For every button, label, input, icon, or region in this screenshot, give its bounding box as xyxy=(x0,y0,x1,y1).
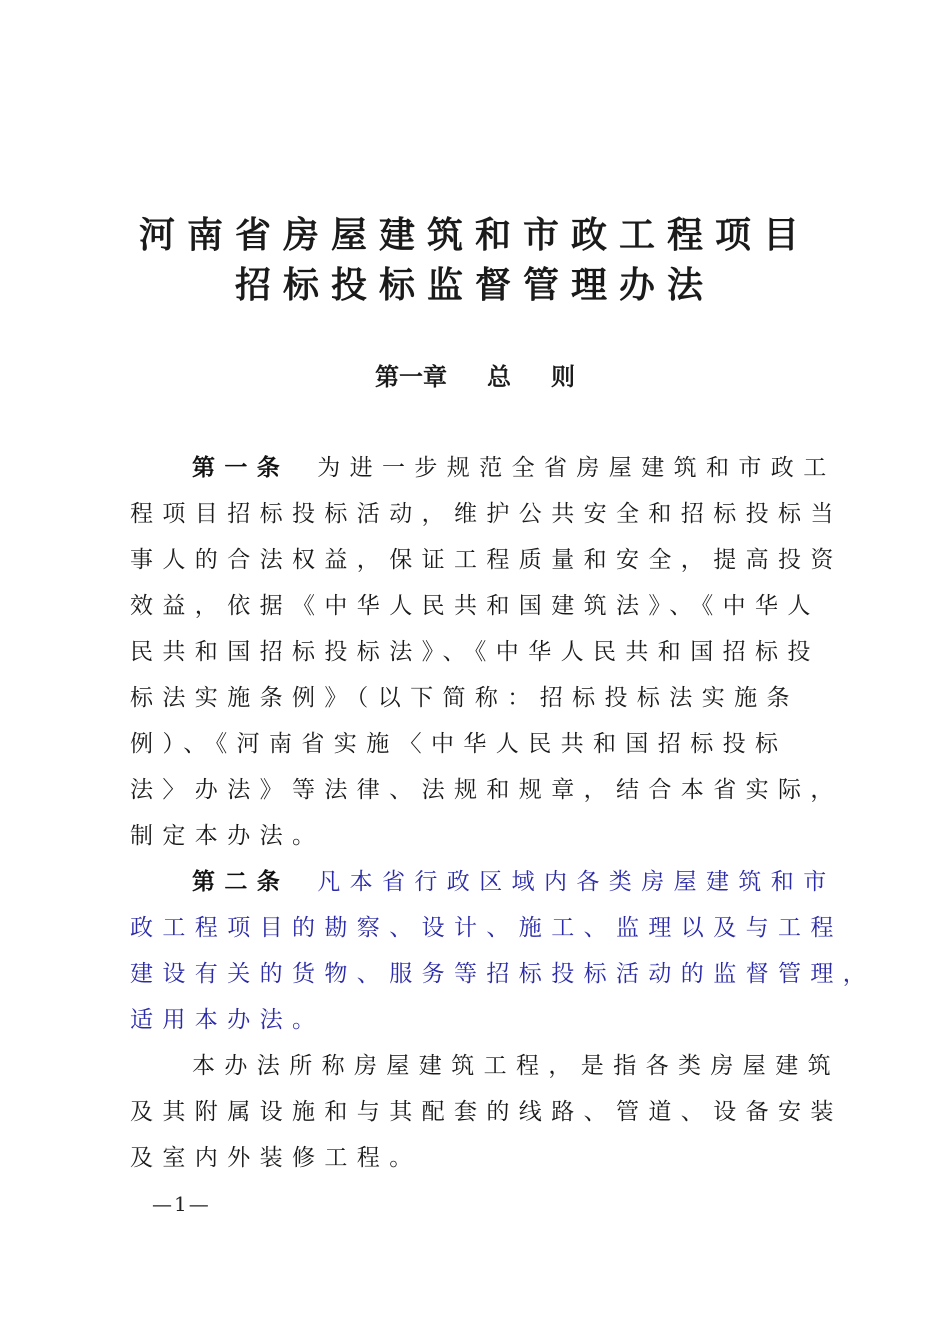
article-1-text-line: 标法实施条例》（以下简称：招标投标法实施条 xyxy=(130,685,799,711)
article-1-text-line: 民共和国招标投标法》、《中华人民共和国招标投 xyxy=(130,639,820,665)
paragraph-3-text-line: 及其附属设施和与其配套的线路、管道、设备安装 xyxy=(130,1099,843,1125)
document-title-line1: 河南省房屋建筑和市政工程项目 xyxy=(138,215,811,256)
article-1-text-line: 事人的合法权益，保证工程质量和安全，提高投资 xyxy=(130,547,843,573)
article-2-text-line: 凡本省行政区域内各类房屋建筑和市 xyxy=(317,869,836,895)
article-1-text-line: 制定本办法。 xyxy=(130,823,325,849)
article-2-first-line xyxy=(130,859,836,905)
chapter-name-part1: 总 xyxy=(487,363,511,391)
article-1-text-line: 程项目招标投标活动，维护公共安全和招标投标当 xyxy=(130,501,843,527)
article-1 xyxy=(130,445,843,859)
article-2-text-line: 政工程项目的勘察、设计、施工、监理以及与工程 xyxy=(130,915,843,941)
article-1-text-line: 为进一步规范全省房屋建筑和市政工 xyxy=(317,455,836,481)
article-1-text-line: 法〉办法》等法律、法规和规章，结合本省实际， xyxy=(130,777,843,803)
chapter-number: 第一章 xyxy=(375,363,447,391)
page-number: —1— xyxy=(152,1192,211,1216)
article-2 xyxy=(130,859,876,1043)
article-1-label: 第一条 xyxy=(192,455,290,481)
chapter-name-part2: 则 xyxy=(551,363,575,391)
article-1-first-line xyxy=(130,445,836,491)
paragraph-3-text-line: 及室内外装修工程。 xyxy=(130,1145,422,1171)
article-2-text-line: 适用本办法。 xyxy=(130,1007,325,1033)
chapter-heading xyxy=(0,360,950,394)
article-1-text-line: 效益，依据《中华人民共和国建筑法》、《中华人 xyxy=(130,593,820,619)
article-2-text-line: 建设有关的货物、服务等招标投标活动的监督管理， xyxy=(130,961,876,987)
paragraph-3 xyxy=(130,1043,843,1181)
article-2-label: 第二条 xyxy=(192,869,290,895)
document-title-line2: 招标投标监督管理办法 xyxy=(234,265,715,306)
article-1-text-line: 例）、《河南省实施〈中华人民共和国招标投标 xyxy=(130,731,788,757)
paragraph-3-text-line: 本办法所称房屋建筑工程，是指各类房屋建筑 xyxy=(192,1053,840,1079)
